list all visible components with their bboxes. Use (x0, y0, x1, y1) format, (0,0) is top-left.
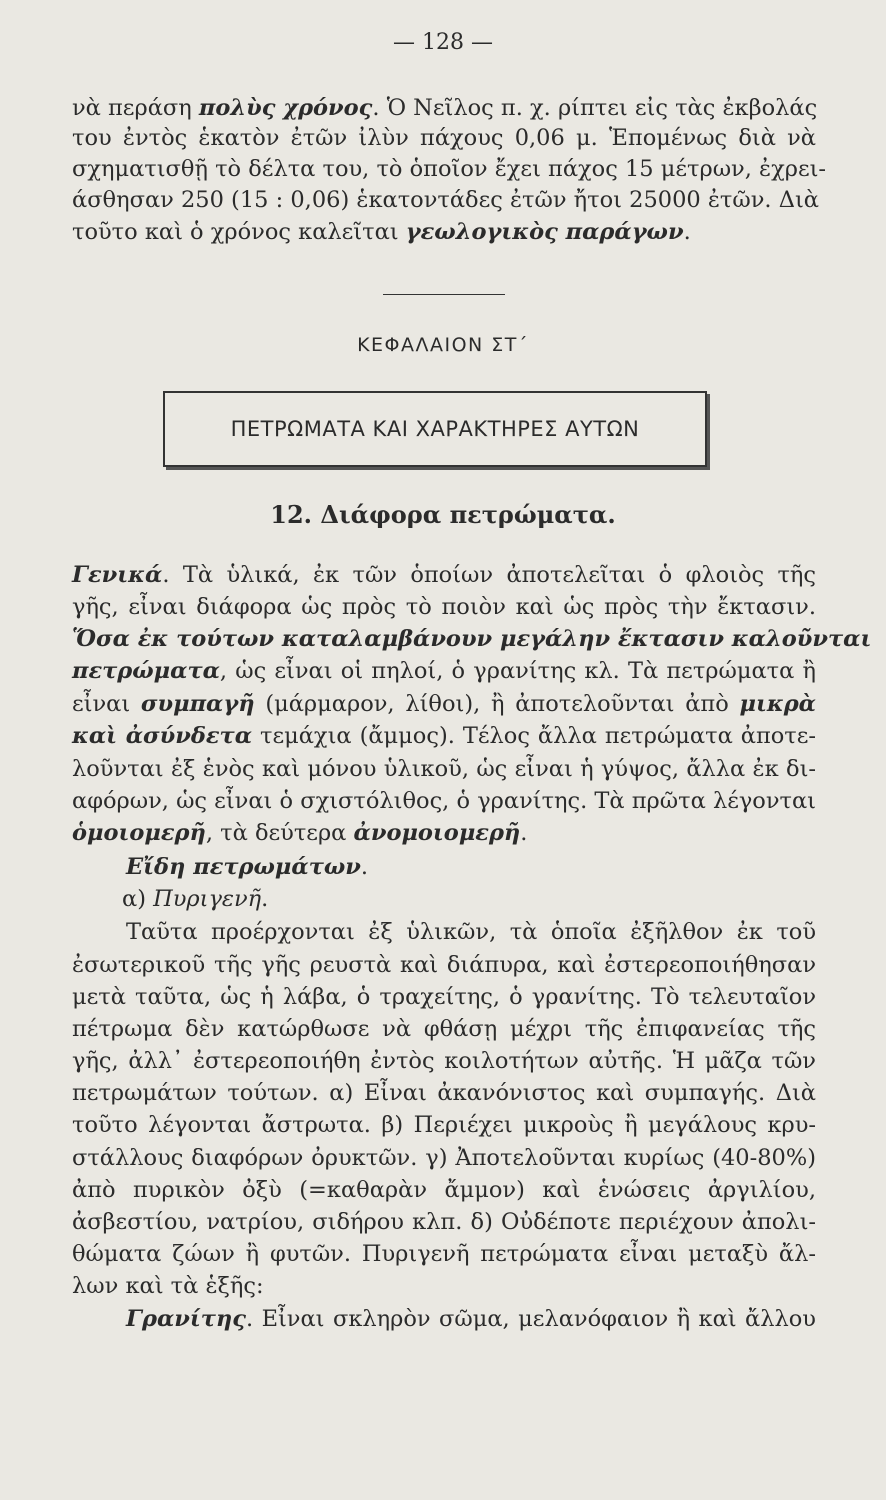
text-line: πέτρωμα δὲν κατώρθωσε νὰ φθάσῃ μέχρι τῆς ἐπιφανείας τῆς (72, 1016, 816, 1042)
page-number: — 128 — (393, 30, 493, 55)
text-line: αφόρων, ὡς εἶναι ὁ σχιστόλιθος, ὁ γρανίτης. Τὰ πρῶτα λέγονται (72, 788, 816, 814)
text-line: θώματα ζώων ἢ φυτῶν. Πυριγενῆ πετρώματα εἶναι μεταξὺ ἄλ- (72, 1241, 816, 1267)
text-line: ἐσωτερικοῦ τῆς γῆς ρευστὰ καὶ διάπυρα, καὶ ἐστερεοποιήθησαν (72, 952, 816, 978)
chapter-title-box (163, 391, 707, 467)
text-line: στάλλους διαφόρων ὀρυκτῶν. γ) Ἀποτελοῦνται κυρίως (40-80%) (72, 1145, 816, 1171)
divider-rule (383, 294, 505, 295)
text-line: Ταῦτα προέρχονται ἐξ ὑλικῶν, τὰ ὁποῖα ἐξῆλθον ἐκ τοῦ (126, 919, 816, 945)
text-line: γῆς, εἶναι διάφορα ὡς πρὸς τὸ ποιὸν καὶ ὡς πρὸς τὴν ἔκτασιν. (72, 594, 816, 620)
text-line: του ἐντὸς ἑκατὸν ἐτῶν ἰλὺν πάχους 0,06 μ. Ἑπομένως διὰ νὰ (72, 125, 816, 151)
text-line: νὰ περάση πολὺς χρόνος. Ὁ Νεῖλος π. χ. ρίπτει εἰς τὰς ἐκβολάς (72, 95, 818, 121)
text-line: σχηματισθῇ τὸ δέλτα του, τὸ ὁποῖον ἔχει πάχος 15 μέτρων, ἐχρει- (72, 156, 827, 182)
text-line: άσθησαν 250 (15 : 0,06) ἑκατοντάδες ἐτῶν ἤτοι 25000 ἐτῶν. Διὰ (72, 187, 819, 213)
text-line: λων καὶ τὰ ἑξῆς: (72, 1273, 264, 1299)
chapter-title: ΠΕΤΡΩΜΑΤΑ ΚΑΙ ΧΑΡΑΚΤΗΡΕΣ ΑΥΤΩΝ (230, 417, 640, 441)
text-line: εἶναι συμπαγῆ (μάρμαρον, λίθοι), ἢ ἀποτελοῦνται ἀπὸ μικρὰ (72, 691, 816, 717)
text-line: γῆς, ἀλλ᾽ ἐστερεοποιήθη ἐντὸς κοιλοτήτων αὐτῆς. Ἡ μᾶζα τῶν (72, 1048, 816, 1074)
text-line: Γενικά. Τὰ ὑλικά, ἐκ τῶν ὁποίων ἀποτελεῖται ὁ φλοιὸς τῆς (72, 562, 816, 588)
chapter-label: ΚΕΦΑΛΑΙΟΝ ΣΤ΄ (357, 334, 529, 356)
text-line: ἀπὸ πυρικὸν ὀξὺ (=καθαρὰν ἄμμον) καὶ ἑνώσεις ἀργιλίου, (72, 1177, 816, 1203)
text-line: ὁμοιομερῆ, τὰ δεύτερα ἀνομοιομερῆ. (72, 820, 528, 846)
text-line: μετὰ ταῦτα, ὡς ἡ λάβα, ὁ τραχείτης, ὁ γρανίτης. Τὸ τελευταῖον (72, 984, 816, 1010)
text-line: πετρώματα, ὡς εἶναι οἱ πηλοί, ὁ γρανίτης κλ. Τὰ πετρώματα ἢ (72, 658, 816, 684)
text-line: τοῦτο λέγονται ἄστρωτα. β) Περιέχει μικροὺς ἢ μεγάλους κρυ- (72, 1112, 816, 1138)
subheading-types: Εἴδη πετρωμάτων. (126, 854, 369, 880)
section-heading: 12. Διάφορα πετρώματα. (270, 500, 616, 529)
text-line: καὶ ἀσύνδετα τεμάχια (ἄμμος). Τέλος ἄλλα πετρώματα ἀποτε- (72, 723, 816, 749)
text-line: ἀσβεστίου, νατρίου, σιδήρου κλπ. δ) Οὐδέποτε περιέχουν ἀπολι- (72, 1209, 816, 1235)
text-line: λοῦνται ἐξ ἑνὸς καὶ μόνου ὑλικοῦ, ὡς εἶναι ἡ γύψος, ἄλλα ἐκ δι- (72, 756, 816, 782)
text-line: Ὅσα ἐκ τούτων καταλαμβάνουν μεγάλην ἔκτασιν καλοῦνται (72, 626, 872, 652)
text-line: τοῦτο καὶ ὁ χρόνος καλεῖται γεωλογικὸς παράγων. (72, 219, 691, 245)
text-line: πετρωμάτων τούτων. α) Εἶναι ἀκανόνιστος καὶ συμπαγής. Διὰ (72, 1080, 816, 1106)
subheading-igneous: α) Πυριγενῆ. (122, 886, 269, 912)
text-line: Γρανίτης. Εἶναι σκληρὸν σῶμα, μελανόφαιον ἢ καὶ ἄλλου (126, 1306, 816, 1332)
